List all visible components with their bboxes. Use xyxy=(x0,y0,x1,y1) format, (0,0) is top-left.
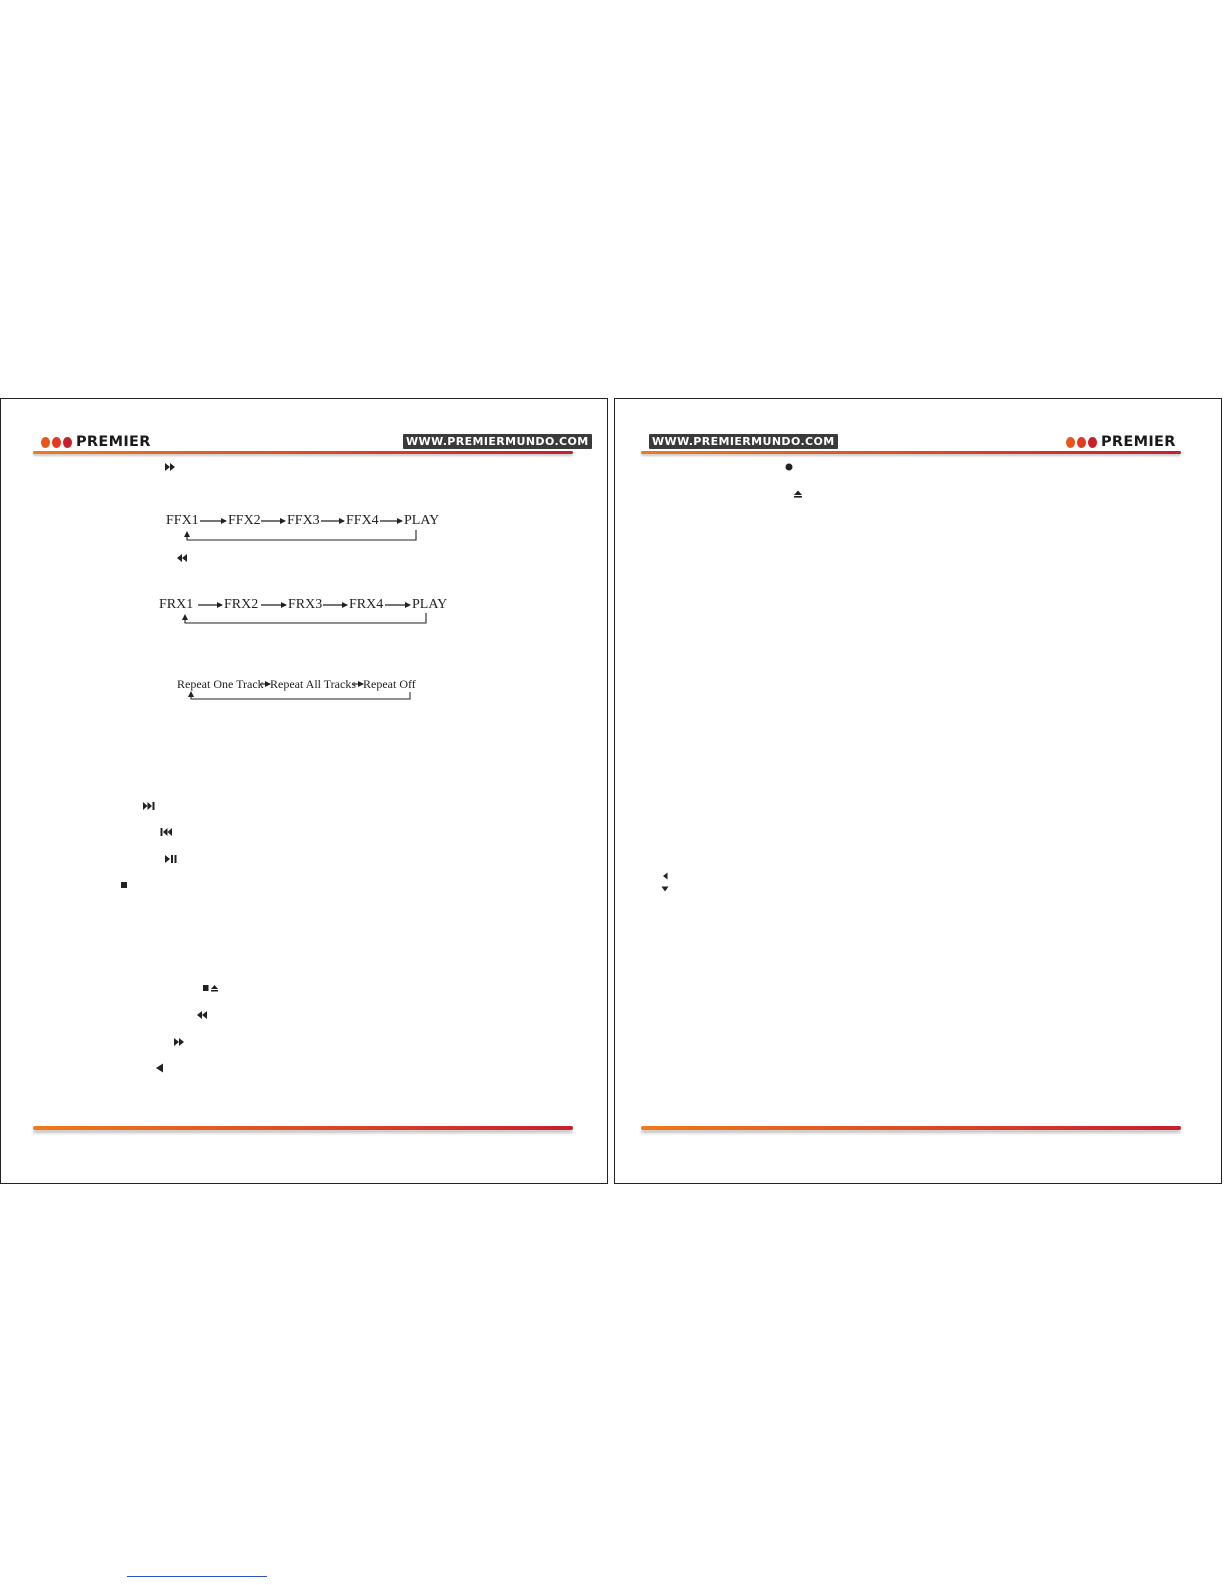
rewind-icon xyxy=(176,552,188,564)
stop-icon xyxy=(118,879,130,891)
eject-icon xyxy=(792,488,804,500)
frx-step: FRX2 xyxy=(224,597,259,612)
ffx-step: PLAY xyxy=(404,513,440,528)
website-url: WWW.PREMIERMUNDO.COM xyxy=(649,434,838,449)
logo-dot xyxy=(1088,437,1097,448)
record-icon xyxy=(783,461,795,473)
logo-dot xyxy=(41,437,50,448)
logo-brand: PREMIER xyxy=(1101,434,1176,450)
left-arrow-icon xyxy=(659,870,671,882)
ffx-step: FFX3 xyxy=(287,513,320,528)
frx-step: FRX1 xyxy=(159,597,194,612)
hyperlink-underline[interactable] xyxy=(127,1576,267,1577)
frx-step: PLAY xyxy=(412,597,448,612)
logo-dots xyxy=(41,437,72,448)
logo-dots xyxy=(1066,437,1097,448)
footer-rule xyxy=(33,1126,573,1130)
premier-logo xyxy=(1066,434,1176,450)
logo-brand: PREMIER xyxy=(76,434,151,450)
next-track-icon xyxy=(143,800,155,812)
left-arrow-icon xyxy=(153,1062,165,1074)
previous-track-icon xyxy=(160,826,172,838)
logo-dot xyxy=(63,437,72,448)
manual-page-left xyxy=(0,398,608,1184)
website-url: WWW.PREMIERMUNDO.COM xyxy=(403,434,592,449)
premier-logo xyxy=(41,434,151,450)
repeat-step: Repeat One Track xyxy=(177,677,264,691)
footer-rule xyxy=(641,1126,1181,1130)
header-rule xyxy=(641,451,1181,454)
fast-forward-icon xyxy=(164,461,176,473)
repeat-step: Repeat All Tracks xyxy=(270,677,356,691)
frx-step: FRX3 xyxy=(288,597,323,612)
logo-dot xyxy=(1077,437,1086,448)
logo-dot xyxy=(1066,437,1075,448)
fast-forward-icon xyxy=(173,1036,185,1048)
ffx-step: FFX4 xyxy=(346,513,379,528)
stop-eject-icon xyxy=(202,982,222,994)
logo-dot xyxy=(52,437,61,448)
repeat-step: Repeat Off xyxy=(363,677,416,691)
down-arrow-icon xyxy=(659,883,671,895)
play-pause-icon xyxy=(165,853,177,865)
frx-step: FRX4 xyxy=(349,597,384,612)
header-rule xyxy=(33,451,573,454)
ffx-step: FFX1 xyxy=(166,513,199,528)
rewind-icon xyxy=(196,1009,208,1021)
ffx-step: FFX2 xyxy=(228,513,261,528)
manual-page-right xyxy=(614,398,1222,1184)
